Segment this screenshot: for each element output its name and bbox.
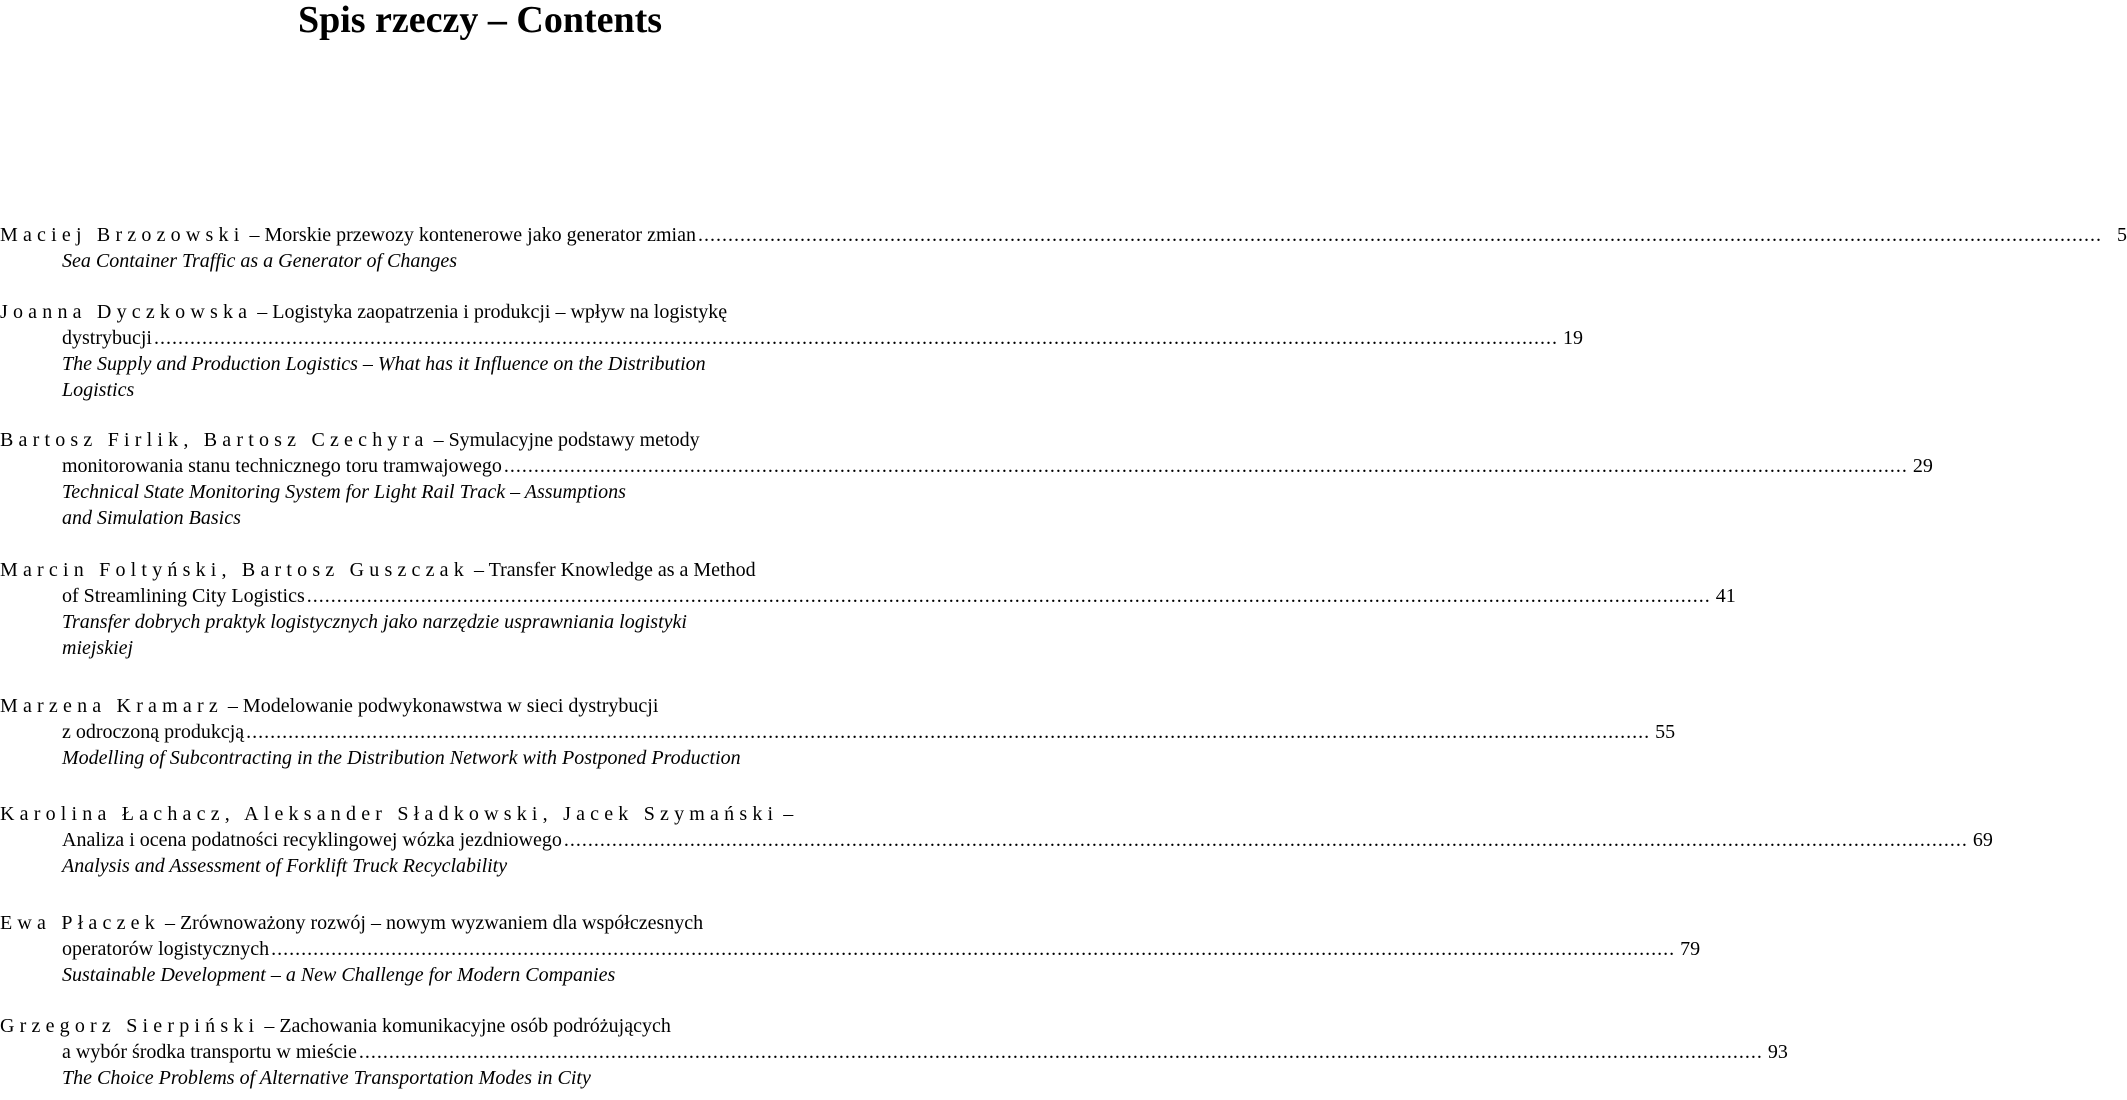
page-title: Spis rzeczy – Contents: [297, 0, 663, 41]
entry-page-number: 19: [1563, 327, 1583, 349]
entry-title-pl: Logistyka zaopatrzenia i produkcji – wpływ na logistykę: [272, 301, 728, 323]
entry-page-number: 29: [1912, 455, 1933, 477]
dot-leader: ..........................................................................................................................................................................................................................................: [503, 455, 1908, 477]
entry-title-en: Logistics: [62, 379, 135, 401]
entry-title-pl-continued: [0, 1039, 1788, 1065]
entry-title-pl-continued: [0, 453, 1933, 479]
dot-leader: ..........................................................................................................................................................................................................................................: [697, 224, 2102, 246]
toc-entry-heading: Grzegorz Sierpiński – Zachowania komunikacyjne osób podróżujących: [0, 1015, 671, 1037]
toc-entry: [0, 910, 1701, 988]
entry-title-pl: Modelowanie podwykonawstwa w sieci dystrybucji: [242, 695, 659, 717]
entry-authors: Grzegorz Sierpiński: [0, 1015, 260, 1037]
entry-title-en: and Simulation Basics: [62, 507, 241, 529]
entry-title-en: Modelling of Subcontracting in the Distribution Network with Postponed Production: [62, 747, 741, 769]
dot-leader: ..........................................................................................................................................................................................................................................: [246, 721, 1651, 743]
entry-title-pl: operatorów logistycznych: [62, 938, 270, 960]
entry-title-pl: dystrybucji: [62, 327, 152, 349]
toc-entry: [0, 1013, 1788, 1091]
entry-title-pl: Analiza i ocena podatności recyklingowej wózka jezdniowego: [62, 829, 562, 851]
toc-entry-heading: Marzena Kramarz – Modelowanie podwykonawstwa w sieci dystrybucji: [0, 695, 659, 717]
entry-title-pl: of Streamlining City Logistics: [62, 585, 305, 607]
entry-title-en: Analysis and Assessment of Forklift Truck Recyclability: [62, 855, 508, 877]
entry-authors: Bartosz Firlik, Bartosz Czechyra: [0, 429, 429, 451]
toc-entry-heading: Bartosz Firlik, Bartosz Czechyra – Symulacyjne podstawy metody: [0, 429, 700, 451]
dot-leader: ..........................................................................................................................................................................................................................................: [271, 938, 1676, 960]
toc-entry-heading: Karolina Łachacz, Aleksander Sładkowski, Jacek Szymański –: [0, 803, 794, 825]
toc-entry: [0, 427, 1933, 531]
toc-entry: [0, 557, 1736, 661]
toc-entry: [0, 693, 1676, 771]
entry-page-number: 55: [1655, 721, 1676, 743]
entry-title-en: The Supply and Production Logistics – What has it Influence on the Distribution: [62, 353, 706, 375]
entry-title-pl: a wybór środka transportu w mieście: [62, 1041, 357, 1063]
entry-page-number: 79: [1680, 938, 1701, 960]
entry-authors: Marcin Foltyński, Bartosz Guszczak: [0, 559, 469, 581]
toc-entry-heading: Ewa Płaczek – Zrównoważony rozwój – nowym wyzwaniem dla współczesnych: [0, 912, 704, 934]
entry-page-number: 93: [1767, 1041, 1788, 1063]
entry-title-en: miejskiej: [62, 637, 134, 659]
dot-leader: ..........................................................................................................................................................................................................................................: [358, 1041, 1763, 1063]
dot-leader: ..........................................................................................................................................................................................................................................: [563, 829, 1968, 851]
entry-authors: Maciej Brzozowski: [0, 224, 245, 246]
entry-page-number: 5: [2116, 224, 2127, 246]
entry-title-pl: Zrównoważony rozwój – nowym wyzwaniem dla współczesnych: [179, 912, 704, 934]
toc-entry: [0, 299, 1583, 403]
entry-title-pl-continued: [0, 325, 1583, 351]
entry-title-en: Technical State Monitoring System for Light Rail Track – Assumptions: [62, 481, 626, 503]
entry-title-en: The Choice Problems of Alternative Transportation Modes in City: [62, 1067, 591, 1089]
toc-entry-heading: Maciej Brzozowski – Morskie przewozy kontenerowe jako generator zmian .......................................................................................................................................................................................................................................... 5: [0, 224, 2127, 246]
dot-leader: ..........................................................................................................................................................................................................................................: [306, 585, 1711, 607]
entry-title-pl-continued: [0, 719, 1676, 745]
entry-title-pl: Symulacyjne podstawy metody: [448, 429, 700, 451]
entry-title-pl: monitorowania stanu technicznego toru tramwajowego: [62, 455, 502, 477]
entry-page-number: 41: [1715, 585, 1736, 607]
entry-title-pl: Morskie przewozy kontenerowe jako generator zmian: [264, 224, 696, 246]
entry-authors: Karolina Łachacz, Aleksander Sładkowski, Jacek Szymański: [0, 803, 779, 825]
entry-title-en: Sustainable Development – a New Challenge for Modern Companies: [62, 964, 616, 986]
toc-entry-heading: Joanna Dyczkowska – Logistyka zaopatrzenia i produkcji – wpływ na logistykę: [0, 301, 728, 323]
entry-authors: Ewa Płaczek: [0, 912, 160, 934]
entry-authors: Joanna Dyczkowska: [0, 301, 253, 323]
entry-title-en: Sea Container Traffic as a Generator of Changes: [62, 250, 457, 272]
entry-title-pl: z odroczoną produkcją: [62, 721, 245, 743]
entry-title-pl-continued: [0, 827, 1993, 853]
entry-title-pl-continued: [0, 583, 1736, 609]
toc-entry: [0, 801, 1993, 879]
entry-title-pl: Zachowania komunikacyjne osób podróżujących: [279, 1015, 671, 1037]
dot-leader: ..........................................................................................................................................................................................................................................: [154, 327, 1558, 349]
entry-title-pl-continued: [0, 936, 1701, 962]
entry-title-pl: Transfer Knowledge as a Method: [488, 559, 756, 581]
toc-entry: [0, 222, 2127, 274]
entry-page-number: 69: [1972, 829, 1993, 851]
toc-entry-heading: Marcin Foltyński, Bartosz Guszczak – Transfer Knowledge as a Method: [0, 559, 756, 581]
entry-authors: Marzena Kramarz: [0, 695, 223, 717]
entry-title-en: Transfer dobrych praktyk logistycznych jako narzędzie usprawniania logistyki: [62, 611, 687, 633]
